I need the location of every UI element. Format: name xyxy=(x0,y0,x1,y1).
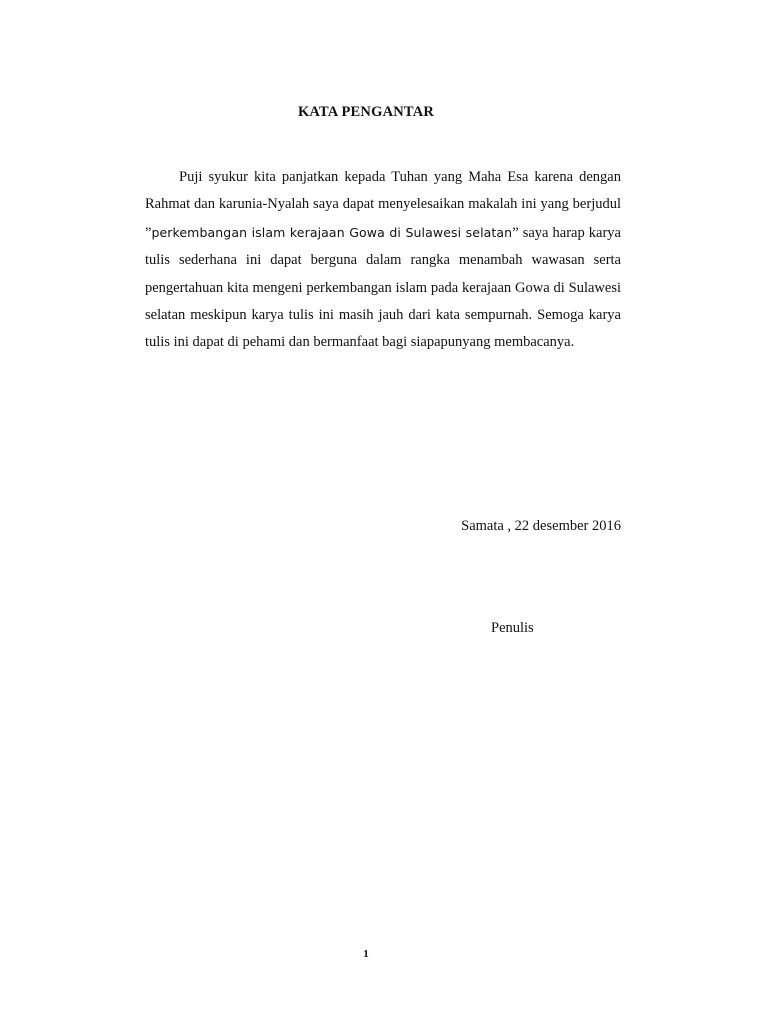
page-number: 1 xyxy=(363,948,369,960)
place-and-date: Samata , 22 desember 2016 xyxy=(461,518,621,534)
paragraph-text-start: Puji syukur kita panjatkan kepada Tuhan yang Maha Esa karena dengan Rahmat dan karunia-Nyalah saya dapat menyelesaikan makalah ini yang berjudul ” xyxy=(145,169,621,241)
preface-paragraph xyxy=(145,164,621,357)
paper-title-quote: perkembangan islam kerajaan Gowa di Sulawesi selatan xyxy=(151,224,513,240)
page-title: KATA PENGANTAR xyxy=(297,104,435,120)
paragraph-text-end: ” saya harap karya tulis sederhana ini dapat berguna dalam rangka menambah wawasan serta pengertahuan kita mengeni perkembangan islam pada kerajaan Gowa di Sulawesi selatan meskipun karya tulis ini masih jauh dari kata sempurnah. Semoga karya tulis ini dapat di pehami dan bermanfaat bagi siapapunyang membacanya. xyxy=(145,224,621,351)
author-signature: Penulis xyxy=(491,620,534,636)
